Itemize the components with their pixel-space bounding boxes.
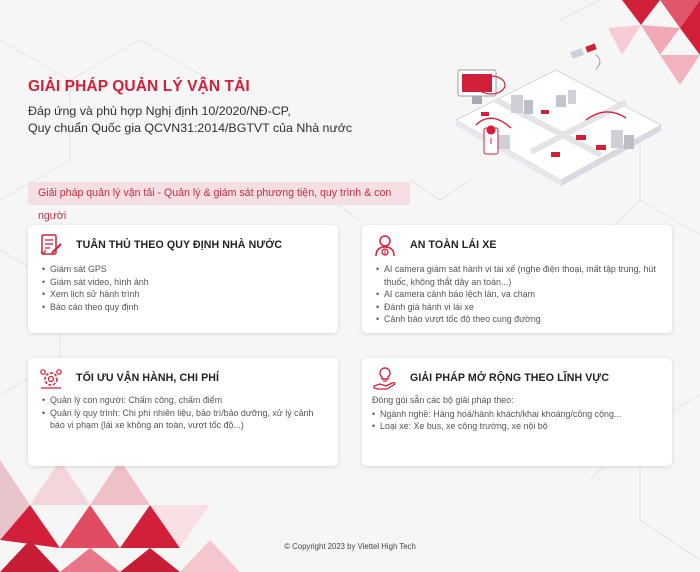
list-item: • Giám sát GPS	[42, 263, 326, 276]
list-item: • Loại xe: Xe bus, xe công trường, xe nội bộ	[372, 420, 656, 433]
card-compliance-header	[38, 233, 282, 257]
card-compliance-title: TUÂN THỦ THEO QUY ĐỊNH NHÀ NƯỚC	[76, 239, 283, 251]
smart-city-illustration	[436, 40, 666, 190]
card-extended-solutions-header	[372, 366, 609, 390]
list-item: • Giám sát video, hình ảnh	[42, 276, 326, 289]
gears-icon	[38, 365, 64, 391]
list-item: • AI camera giám sát hành vi tài xế (nghe điện thoại, mất tập trung, hút thuốc, không thắt dây an toàn...)	[376, 263, 660, 288]
card-driving-safety	[362, 225, 672, 333]
list-item: • Đánh giá hành vi lái xe	[376, 301, 660, 314]
page-subtitle	[28, 103, 408, 137]
card-operations-cost	[28, 358, 338, 466]
card-compliance-list	[42, 263, 326, 313]
card-operations-cost-title: TỐI ƯU VẬN HÀNH, CHI PHÍ	[76, 372, 220, 384]
list-item: • Quản lý quy trình: Chi phí nhiên liệu, bảo trì/bảo dưỡng, xử lý cảnh báo vi phạm (lái xe không an toàn, vượt tốc độ...)	[42, 407, 326, 432]
card-compliance	[28, 225, 338, 333]
list-item: • AI camera cảnh báo lệch làn, va chạm	[376, 288, 660, 301]
card-extended-solutions-list	[372, 394, 656, 433]
list-item: • Báo cáo theo quy định	[42, 301, 326, 314]
card-operations-cost-list	[42, 394, 326, 432]
subtitle-line-1: Đáp ứng và phù hợp Nghị định 10/2020/NĐ-CP,	[28, 104, 291, 118]
card-driving-safety-list	[376, 263, 660, 326]
card-operations-cost-header	[38, 366, 219, 390]
card-extended-solutions-title: GIẢI PHÁP MỞ RỘNG THEO LĨNH VỰC	[410, 372, 610, 384]
page-title: GIẢI PHÁP QUẢN LÝ VẬN TẢI	[28, 78, 250, 95]
solution-banner: Giải pháp quản lý vận tải - Quản lý & giám sát phương tiện, quy trình & con người	[28, 182, 410, 205]
list-item: • Quản lý con người: Chấm công, chấm điểm	[42, 394, 326, 407]
hand-lightbulb-icon	[372, 365, 398, 391]
driver-safety-icon	[372, 232, 398, 258]
document-checklist-icon	[38, 232, 64, 258]
page-header	[28, 78, 408, 137]
card-extended-solutions	[362, 358, 672, 466]
list-item: • Cảnh báo vượt tốc độ theo cung đường	[376, 313, 660, 326]
subtitle-line-2: Quy chuẩn Quốc gia QCVN31:2014/BGTVT của Nhà nước	[28, 121, 353, 135]
card-extended-solutions-lead: Đóng gói sẵn các bộ giải pháp theo:	[372, 395, 514, 405]
card-driving-safety-title: AN TOÀN LÁI XE	[410, 239, 497, 251]
list-item: • Ngành nghề: Hàng hoá/hành khách/khai khoáng/công cộng...	[372, 408, 656, 421]
list-item: • Xem lịch sử hành trình	[42, 288, 326, 301]
card-driving-safety-header	[372, 233, 497, 257]
copyright-footer: © Copyright 2023 by Viettel High Tech	[284, 542, 416, 551]
